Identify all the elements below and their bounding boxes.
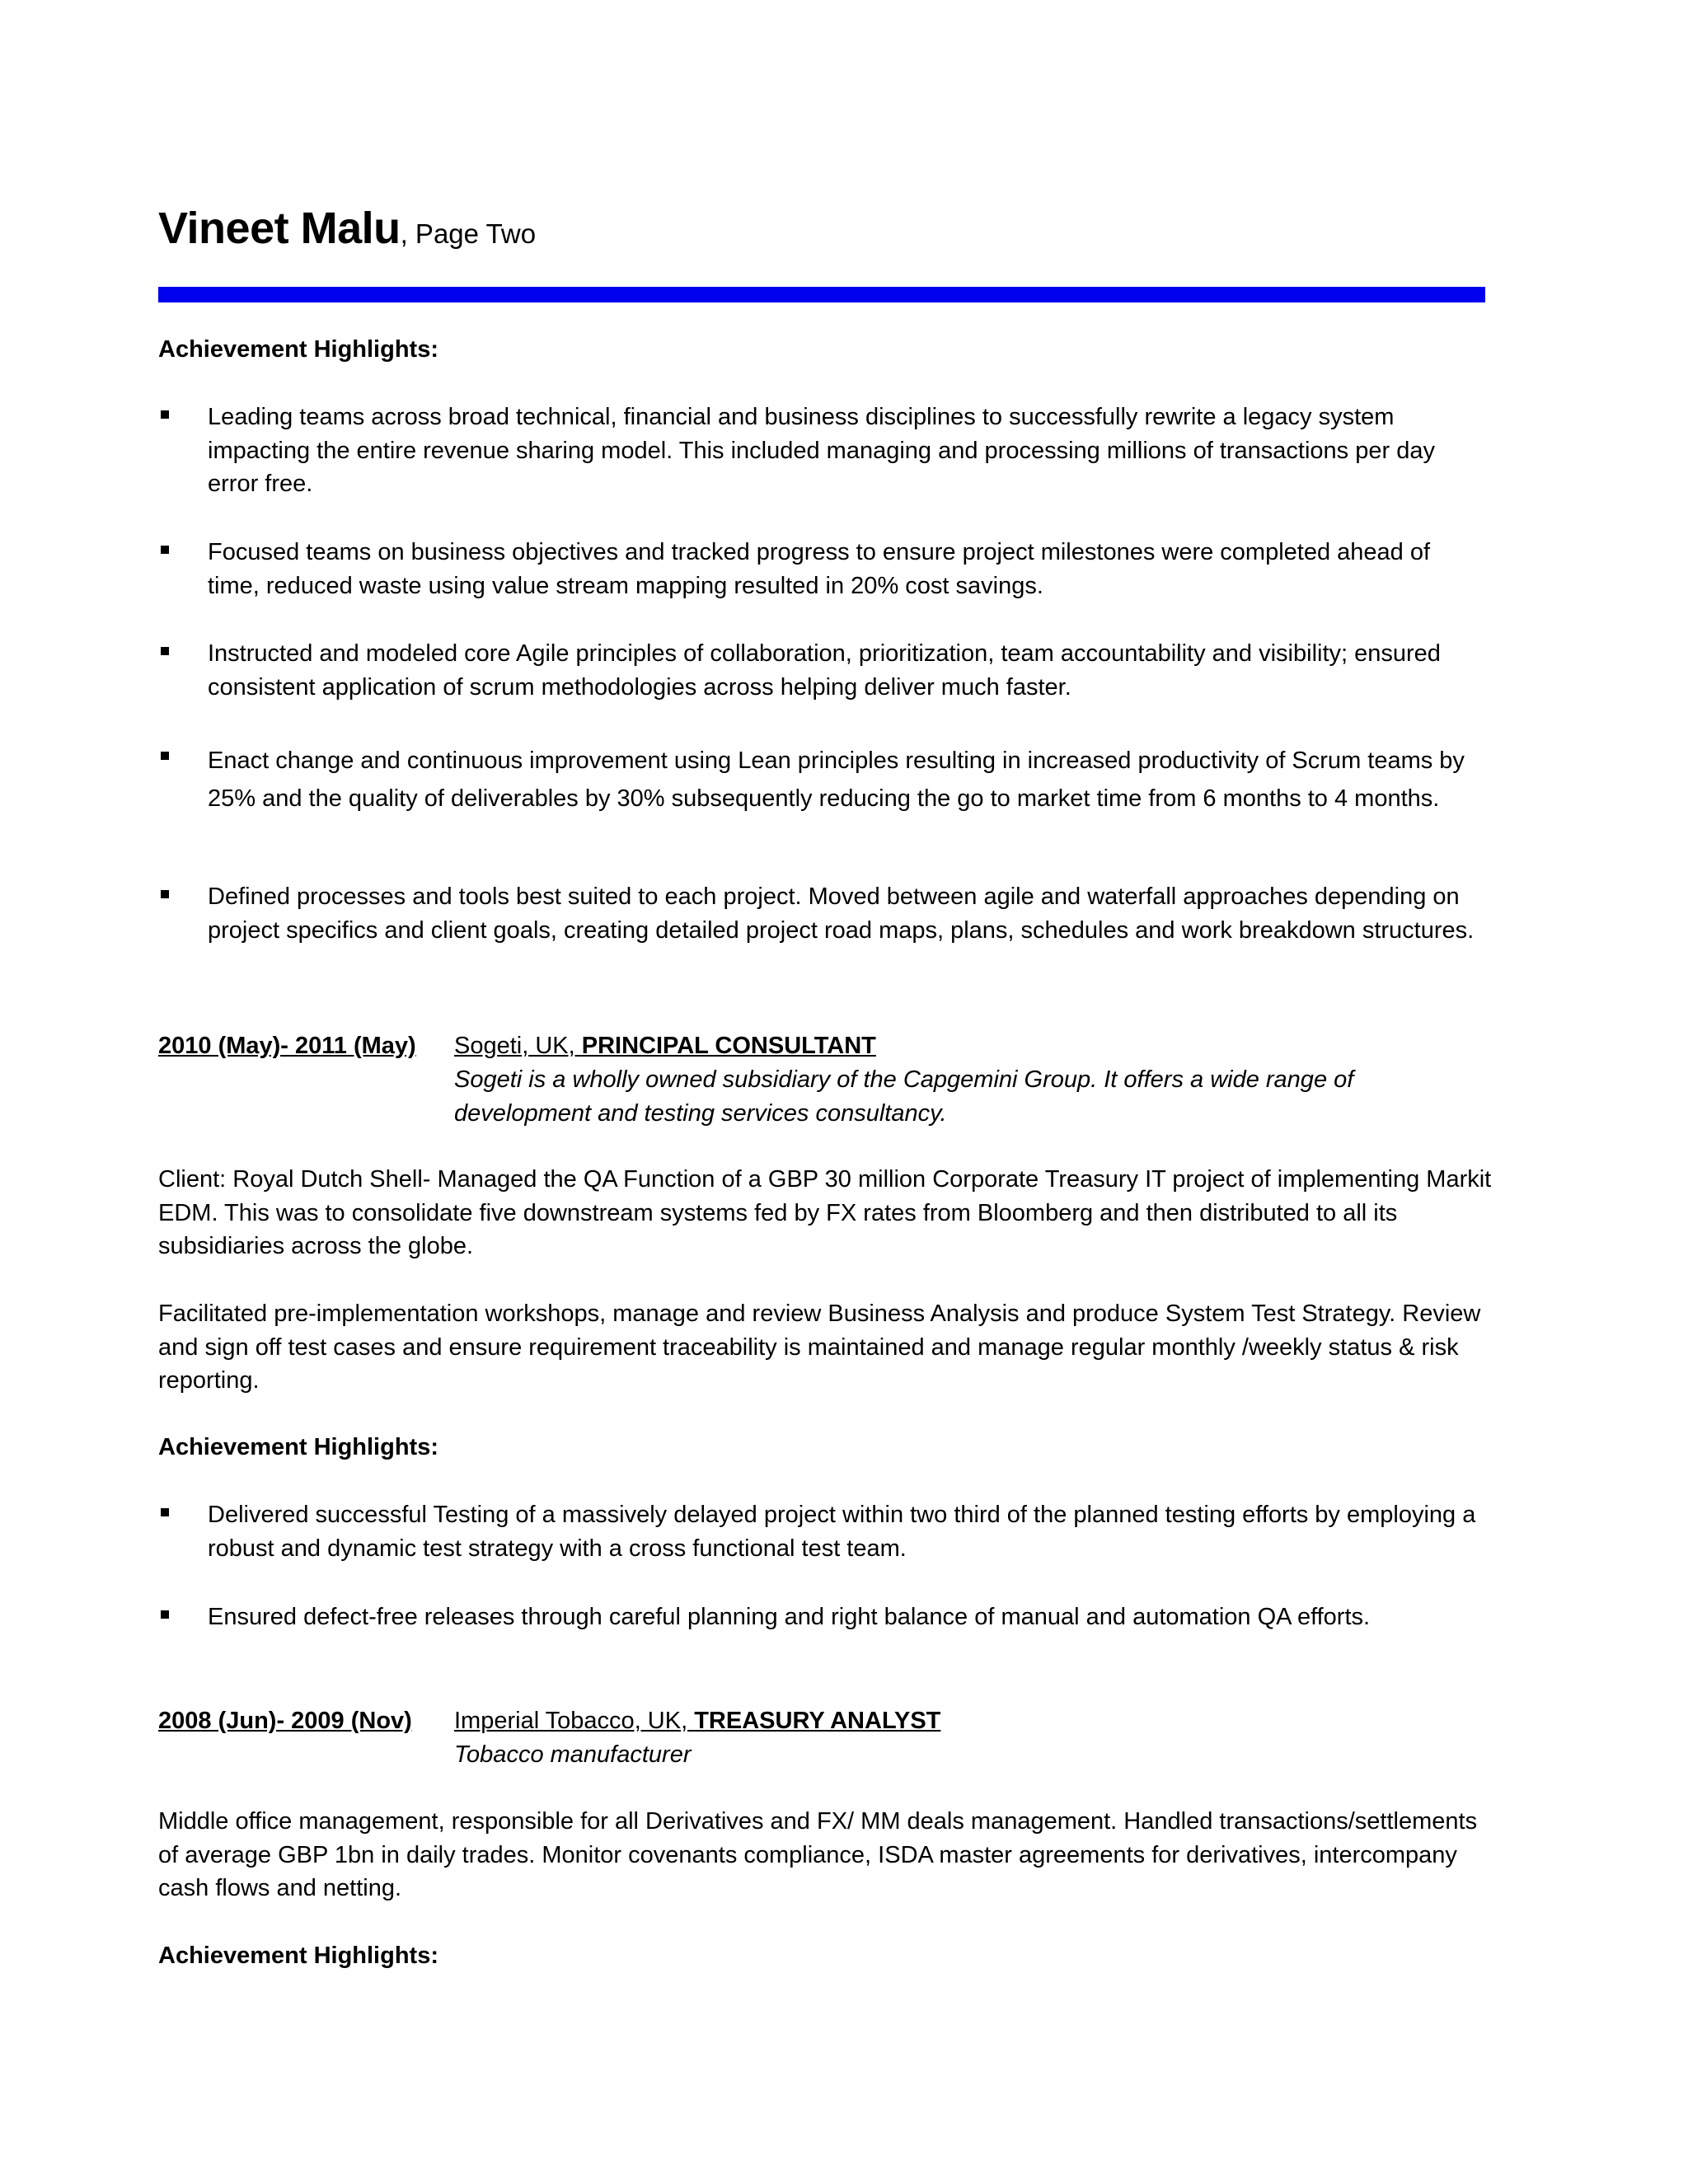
- job-date: 2010 (May)- 2011 (May): [158, 1033, 416, 1059]
- bullet-text: Ensured defect-free releases through careful planning and right balance of manual and automation QA efforts.: [208, 1604, 1371, 1630]
- bullet-text: Focused teams on business objectives and tracked progress to ensure project milestones were completed ahead of time, reduced waste using value stream mapping resulted in 20% cost savings.: [208, 539, 1431, 599]
- company-description: Tobacco manufacturer: [454, 1741, 692, 1768]
- bullet-text: Leading teams across broad technical, financial and business disciplines to successfully rewrite a legacy system impacting the entire revenue sharing model. This included managing and processing millions of transactions per day error free.: [208, 404, 1435, 497]
- bullet-marker: [161, 752, 169, 760]
- page-label: , Page Two: [400, 218, 537, 249]
- job-date: 2008 (Jun)- 2009 (Nov): [158, 1708, 412, 1734]
- candidate-name: Vineet Malu: [158, 204, 401, 253]
- bullet-marker: [161, 1610, 169, 1619]
- job-employer: [454, 1704, 940, 1737]
- bullet-text: Instructed and modeled core Agile principles of collaboration, prioritization, team accountability and visibility; ensured consistent application of scrum methodologies across helping deliver much faster.: [208, 640, 1441, 701]
- company-description: Sogeti is a wholly owned subsidiary of the Capgemini Group. It offers a wide range of development and testing services consultancy.: [454, 1066, 1354, 1127]
- bullet-marker: [161, 546, 169, 554]
- bullet-marker: [161, 410, 169, 419]
- bullet-text: Delivered successful Testing of a massively delayed project within two third of the planned testing efforts by employing a robust and dynamic test strategy with a cross functional test team.: [208, 1502, 1476, 1562]
- job-paragraph: Client: Royal Dutch Shell- Managed the QA Function of a GBP 30 million Corporate Treasury IT project of implementing Markit EDM. This was to consolidate five downstream systems fed by FX rates from Bloomberg and then distributed to all its subsidiaries across the globe.: [158, 1166, 1492, 1259]
- bullet-text: Defined processes and tools best suited to each project. Moved between agile and waterfall approaches depending on project specifics and client goals, creating detailed project road maps, plans, schedules and work breakdown structures.: [208, 883, 1475, 944]
- company-name: Sogeti, UK,: [454, 1033, 582, 1059]
- bullet-marker: [161, 1508, 169, 1516]
- bullet-marker: [161, 890, 169, 898]
- page-header: [158, 203, 536, 254]
- achievement-highlights-heading: Achievement Highlights:: [158, 336, 438, 363]
- job-title: PRINCIPAL CONSULTANT: [581, 1033, 876, 1059]
- job-paragraph: Middle office management, responsible for all Derivatives and FX/ MM deals management. Handled transactions/settlements of average GBP 1bn in daily trades. Monitor covenants compliance, ISDA master agreements for derivatives, intercompany cash flows and netting.: [158, 1808, 1478, 1901]
- company-name: Imperial Tobacco, UK,: [454, 1708, 695, 1734]
- header-divider: [158, 287, 1485, 302]
- achievement-highlights-heading: Achievement Highlights:: [158, 1943, 438, 1969]
- bullet-text: Enact change and continuous improvement using Lean principles resulting in increased productivity of Scrum teams by 25% and the quality of deliverables by 30% subsequently reducing the go to market time from 6 months to 4 months.: [208, 748, 1465, 812]
- job-paragraph: Facilitated pre-implementation workshops, manage and review Business Analysis and produce System Test Strategy. Review and sign off test cases and ensure requirement traceability is maintained and manage regular monthly /weekly status & risk reporting.: [158, 1301, 1481, 1394]
- achievement-highlights-heading: Achievement Highlights:: [158, 1434, 438, 1460]
- bullet-marker: [161, 647, 169, 655]
- job-employer: [454, 1029, 876, 1062]
- job-title: TREASURY ANALYST: [694, 1708, 941, 1734]
